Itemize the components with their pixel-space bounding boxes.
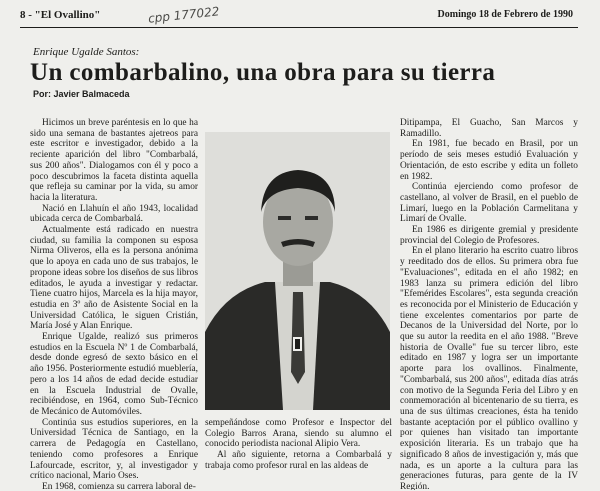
- paragraph: Ditipampa, El Guacho, San Marcos y Ramadillo.: [400, 118, 578, 139]
- paragraph: Al año siguiente, retorna a Combarbalá y trabaja como profesor rural en las aldeas de: [205, 450, 392, 471]
- header-rule: [20, 27, 578, 28]
- article-headline: Un combarbalino, una obra para su tierra: [30, 59, 496, 86]
- portrait-photo: [205, 132, 390, 410]
- paragraph: En el plano literario ha escrito cuatro libros y reeditado dos de ellos. Su primera obra fue "Evaluaciones", editada en el año 1982; en 1983 lanza su primera edición del libro "Efemérides Escolares", esta segunda creación es reconocida por el Ministerio de Educación y tiene excelentes comentarios por parte de Decanos de la Universidad del Norte, por lo que su autor la reedita en el año 1988. "Breve historia de Ovalle" fue su tercer libro, este editado en 1987 y logra ser un importante aporte para los ovallinos. Finalmente, "Combarbalá, sus 200 años", editada días atrás con motivo de la Segunda Feria del Libro y en conmemoración al bicentenario de su tierra, es una de sus últimas creaciones, ésta ha tenido bastante aceptación por el público ovallino y por quienes han visitado tan importante exposición literaria. Es un trabajo que ha significado 8 años de investigación y, más que nada, es un aporte a la cultura para las generaciones futuras, para gente de la IV Región.: [400, 246, 578, 490]
- article-column-left: [30, 118, 198, 490]
- paragraph: Nació en Llahuín el año 1943, localidad ubicada cerca de Combarbalá.: [30, 203, 198, 225]
- paragraph: En 1981, fue becado en Brasil, por un período de seis meses estudió Evaluación y Orientación, de esto escribe y edita un folleto en 1982.: [400, 139, 578, 182]
- article-kicker: Enrique Ugalde Santos:: [33, 46, 140, 58]
- article-byline: Por: Javier Balmaceda: [33, 89, 130, 99]
- archive-stamp: cpp 177022: [147, 4, 221, 26]
- page-label: 8 - "El Ovallino": [20, 9, 101, 21]
- article-column-right: [400, 118, 578, 490]
- paragraph: Enrique Ugalde, realizó sus primeros estudios en la Escuela Nº 1 de Combarbalá, desde donde egresó de sexto básico en el año 1956. Posteriormente estudió mueblería, pero a los 14 años de edad decide estudiar en la Escuela Industrial de Ovalle, recibiéndose, en 1964, como Sub-Técnico de Mecánico de Automóviles.: [30, 332, 198, 417]
- paragraph: Continúa sus estudios superiores, en la Universidad Técnica de Santiago, en la carrera de Pedagogía en Castellano, teniendo como profesores a Enrique Lafourcade, escritor, y, al investigador y crítico nacional, Mario Oses.: [30, 417, 198, 482]
- paragraph: sempeñándose como Profesor e Inspector del Colegio Barros Arana, siendo su alumno el conocido periodista nacional Alipio Vera.: [205, 418, 392, 450]
- paragraph: Hicimos un breve paréntesis en lo que ha sido una semana de bastantes ajetreos para este escritor e investigador, debido a la reciente aparición del libro "Combarbalá, sus 200 años". Dialogamos con él y poco a poco descubrimos la faceta distinta aquella que refleja su caminar por la vida, su amor hacia la literatura.: [30, 118, 198, 203]
- paragraph: En 1986 es dirigente gremial y presidente provincial del Colegio de Profesores.: [400, 225, 578, 246]
- portrait-illustration: [205, 132, 390, 410]
- issue-date: Domingo 18 de Febrero de 1990: [437, 9, 573, 20]
- paragraph: Actualmente está radicado en nuestra ciudad, su familia la componen su esposa Nirma Oliveros, ella es la persona anónima que lo apoya en cada uno de sus trabajos, le propone ideas sobre los diseños de sus libros editados, le ayuda a investigar y redactar. Tiene cuatro hijos, Marcela es la hija mayor, estudia en 3º año de Asistente Social en la Universidad Católica, le siguen Cristián, María José y Alan Enrique.: [30, 225, 198, 332]
- paragraph: En 1968, comienza su carrera laboral de-: [42, 481, 196, 490]
- paragraph: Continúa ejerciendo como profesor de castellano, al volver de Brasil, en el pueblo de Limarí, luego en la Población Carmelitana y Limarí de Ovalle.: [400, 182, 578, 225]
- article-column-middle: [205, 418, 392, 490]
